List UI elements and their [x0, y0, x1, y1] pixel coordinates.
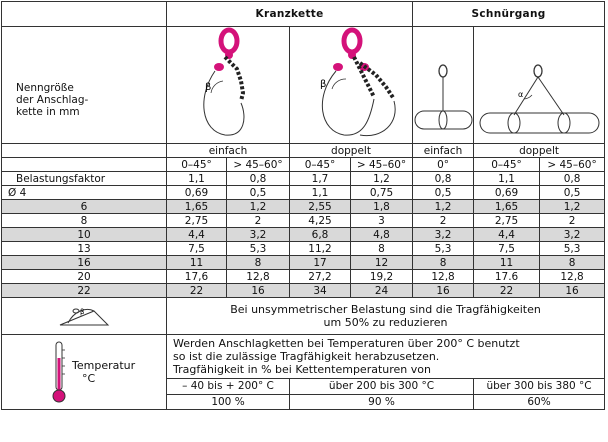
type-kranz-einfach: einfach: [167, 144, 290, 158]
capacity-cell: 4,4: [167, 228, 227, 242]
svg-text:β: β: [205, 82, 212, 93]
size-label: Ø 4: [2, 186, 167, 200]
temp-percent-cell: 90 %: [290, 394, 474, 409]
table-row: [2, 214, 605, 228]
unsymmetric-note: [167, 298, 605, 335]
capacity-cell: 2,75: [167, 214, 227, 228]
table-row: [2, 186, 605, 200]
capacity-cell: 7,5: [167, 242, 227, 256]
factor-cell: 1,2: [351, 172, 413, 186]
capacity-cell: 0,69: [167, 186, 227, 200]
capacity-cell: 0,5: [413, 186, 474, 200]
belastungsfaktor-row: [2, 172, 605, 186]
temperature-icon-cell: [2, 335, 167, 410]
angle-cell: > 45–60°: [540, 158, 605, 172]
factor-cell: 1,1: [474, 172, 540, 186]
capacity-cell: 0,5: [227, 186, 290, 200]
capacity-cell: 4,8: [351, 228, 413, 242]
temp-range-cell: – 40 bis + 200° C: [167, 379, 290, 394]
kranzkette-doppelt-illustration: [290, 27, 413, 144]
temp-percent-cell: 60%: [474, 394, 605, 409]
table-row: [2, 284, 605, 298]
capacity-cell: 5,3: [227, 242, 290, 256]
capacity-cell: 5,3: [413, 242, 474, 256]
unsymmetric-load-icon: [54, 301, 114, 331]
angle-cell: 0–45°: [167, 158, 227, 172]
table-row: [2, 200, 605, 214]
capacity-cell: 16: [413, 284, 474, 298]
temp-percent-cell: 100 %: [167, 394, 290, 409]
capacity-cell: 12,8: [540, 270, 605, 284]
capacity-cell: 3,2: [540, 228, 605, 242]
size-label: 22: [2, 284, 167, 298]
factor-cell: 1,1: [167, 172, 227, 186]
capacity-cell: 12,8: [227, 270, 290, 284]
capacity-cell: 17: [290, 256, 351, 270]
temperature-row: [2, 335, 605, 379]
capacity-cell: 12,8: [413, 270, 474, 284]
angle-cell: 0°: [413, 158, 474, 172]
capacity-cell: 17.6: [474, 270, 540, 284]
capacity-cell: 1,1: [290, 186, 351, 200]
capacity-cell: 1,8: [351, 200, 413, 214]
capacity-cell: 2: [413, 214, 474, 228]
capacity-cell: 1,2: [227, 200, 290, 214]
table-row: [2, 242, 605, 256]
size-label: 10: [2, 228, 167, 242]
size-label: 6: [2, 200, 167, 214]
size-label: 16: [2, 256, 167, 270]
nenngroesse-label-cell: [2, 27, 167, 144]
belastungsfaktor-label: Belastungsfaktor: [2, 172, 167, 186]
capacity-cell: 1,65: [167, 200, 227, 214]
capacity-cell: 3: [351, 214, 413, 228]
capacity-cell: 17,6: [167, 270, 227, 284]
capacity-cell: 2,55: [290, 200, 351, 214]
angle-cell: 0–45°: [290, 158, 351, 172]
unsymmetric-icon-cell: [2, 298, 167, 335]
capacity-cell: 4,25: [290, 214, 351, 228]
temperature-label: Temperatur: [72, 359, 136, 372]
capacity-cell: 22: [474, 284, 540, 298]
nenngroesse-line-1: Nenngröße: [16, 82, 74, 94]
angle-cell: > 45–60°: [351, 158, 413, 172]
kranzkette-einfach-illustration: [167, 27, 290, 144]
capacity-cell: 19,2: [351, 270, 413, 284]
capacity-cell: 11: [167, 256, 227, 270]
temperature-text-1: Werden Anschlagketten bei Temperaturen über 200° C benutzt: [173, 337, 520, 351]
capacity-cell: 8: [351, 242, 413, 256]
thermometer-icon: [52, 340, 66, 404]
size-label: 13: [2, 242, 167, 256]
choker-double-icon: [474, 27, 605, 143]
capacity-cell: 1,2: [540, 200, 605, 214]
capacity-cell: 2: [227, 214, 290, 228]
capacity-cell: 12: [351, 256, 413, 270]
factor-cell: 0,8: [227, 172, 290, 186]
capacity-cell: 6,8: [290, 228, 351, 242]
capacity-cell: 22: [167, 284, 227, 298]
chain-double-icon: [290, 27, 413, 143]
table-row: [2, 270, 605, 284]
capacity-cell: 11: [474, 256, 540, 270]
capacity-cell: 16: [540, 284, 605, 298]
capacity-cell: 2: [540, 214, 605, 228]
size-label: 20: [2, 270, 167, 284]
svg-text:β: β: [320, 79, 327, 90]
temperature-unit: °C: [82, 372, 96, 385]
capacity-cell: 0,5: [540, 186, 605, 200]
unsymmetric-line-2: um 50% zu reduzieren: [323, 316, 448, 329]
capacity-cell: 1,65: [474, 200, 540, 214]
schnurgang-doppelt-illustration: [474, 27, 605, 144]
temperature-text-2: so ist die zulässige Tragfähigkeit herabzusetzen.: [173, 350, 440, 364]
capacity-cell: 8: [413, 256, 474, 270]
nenngroesse-line-3: kette in mm: [16, 106, 80, 118]
table-row: [2, 228, 605, 242]
capacity-cell: 0,75: [351, 186, 413, 200]
angle-cell: 0–45°: [474, 158, 540, 172]
factor-cell: 0,8: [413, 172, 474, 186]
svg-text:β: β: [80, 308, 85, 316]
capacity-cell: 8: [227, 256, 290, 270]
capacity-cell: 27,2: [290, 270, 351, 284]
svg-text:α: α: [518, 90, 524, 99]
capacity-cell: 3,2: [413, 228, 474, 242]
unsymmetric-note-row: [2, 298, 605, 335]
factor-cell: 0,8: [540, 172, 605, 186]
capacity-cell: 24: [351, 284, 413, 298]
capacity-cell: 0,69: [474, 186, 540, 200]
capacity-cell: 5,3: [540, 242, 605, 256]
capacity-cell: 7,5: [474, 242, 540, 256]
header-schnurgang: Schnürgang: [413, 2, 605, 27]
type-schnur-einfach: einfach: [413, 144, 474, 158]
capacity-cell: 1,2: [413, 200, 474, 214]
temp-range-cell: über 200 bis 300 °C: [290, 379, 474, 394]
table-row: [2, 256, 605, 270]
angle-cell: > 45–60°: [227, 158, 290, 172]
capacity-cell: 34: [290, 284, 351, 298]
type-kranz-doppelt: doppelt: [290, 144, 413, 158]
nenngroesse-line-2: der Anschlag-: [16, 94, 89, 106]
chain-single-icon: [167, 27, 290, 143]
temperature-text-3: Tragfähigkeit in % bei Kettentemperaturen von: [173, 363, 431, 377]
temperature-note: [167, 335, 605, 379]
schnurgang-einfach-illustration: [413, 27, 474, 144]
capacity-cell: 8: [540, 256, 605, 270]
load-capacity-table: [1, 1, 605, 410]
factor-cell: 1,7: [290, 172, 351, 186]
unsymmetric-line-1: Bei unsymmetrischer Belastung sind die Tragfähigkeiten: [230, 303, 541, 316]
size-label: 8: [2, 214, 167, 228]
capacity-cell: 3,2: [227, 228, 290, 242]
capacity-cell: 11,2: [290, 242, 351, 256]
capacity-cell: 4,4: [474, 228, 540, 242]
capacity-cell: 16: [227, 284, 290, 298]
temp-range-cell: über 300 bis 380 °C: [474, 379, 605, 394]
header-kranzkette: Kranzkette: [167, 2, 413, 27]
choker-single-icon: [413, 27, 474, 143]
capacity-cell: 2,75: [474, 214, 540, 228]
type-schnur-doppelt: doppelt: [474, 144, 605, 158]
